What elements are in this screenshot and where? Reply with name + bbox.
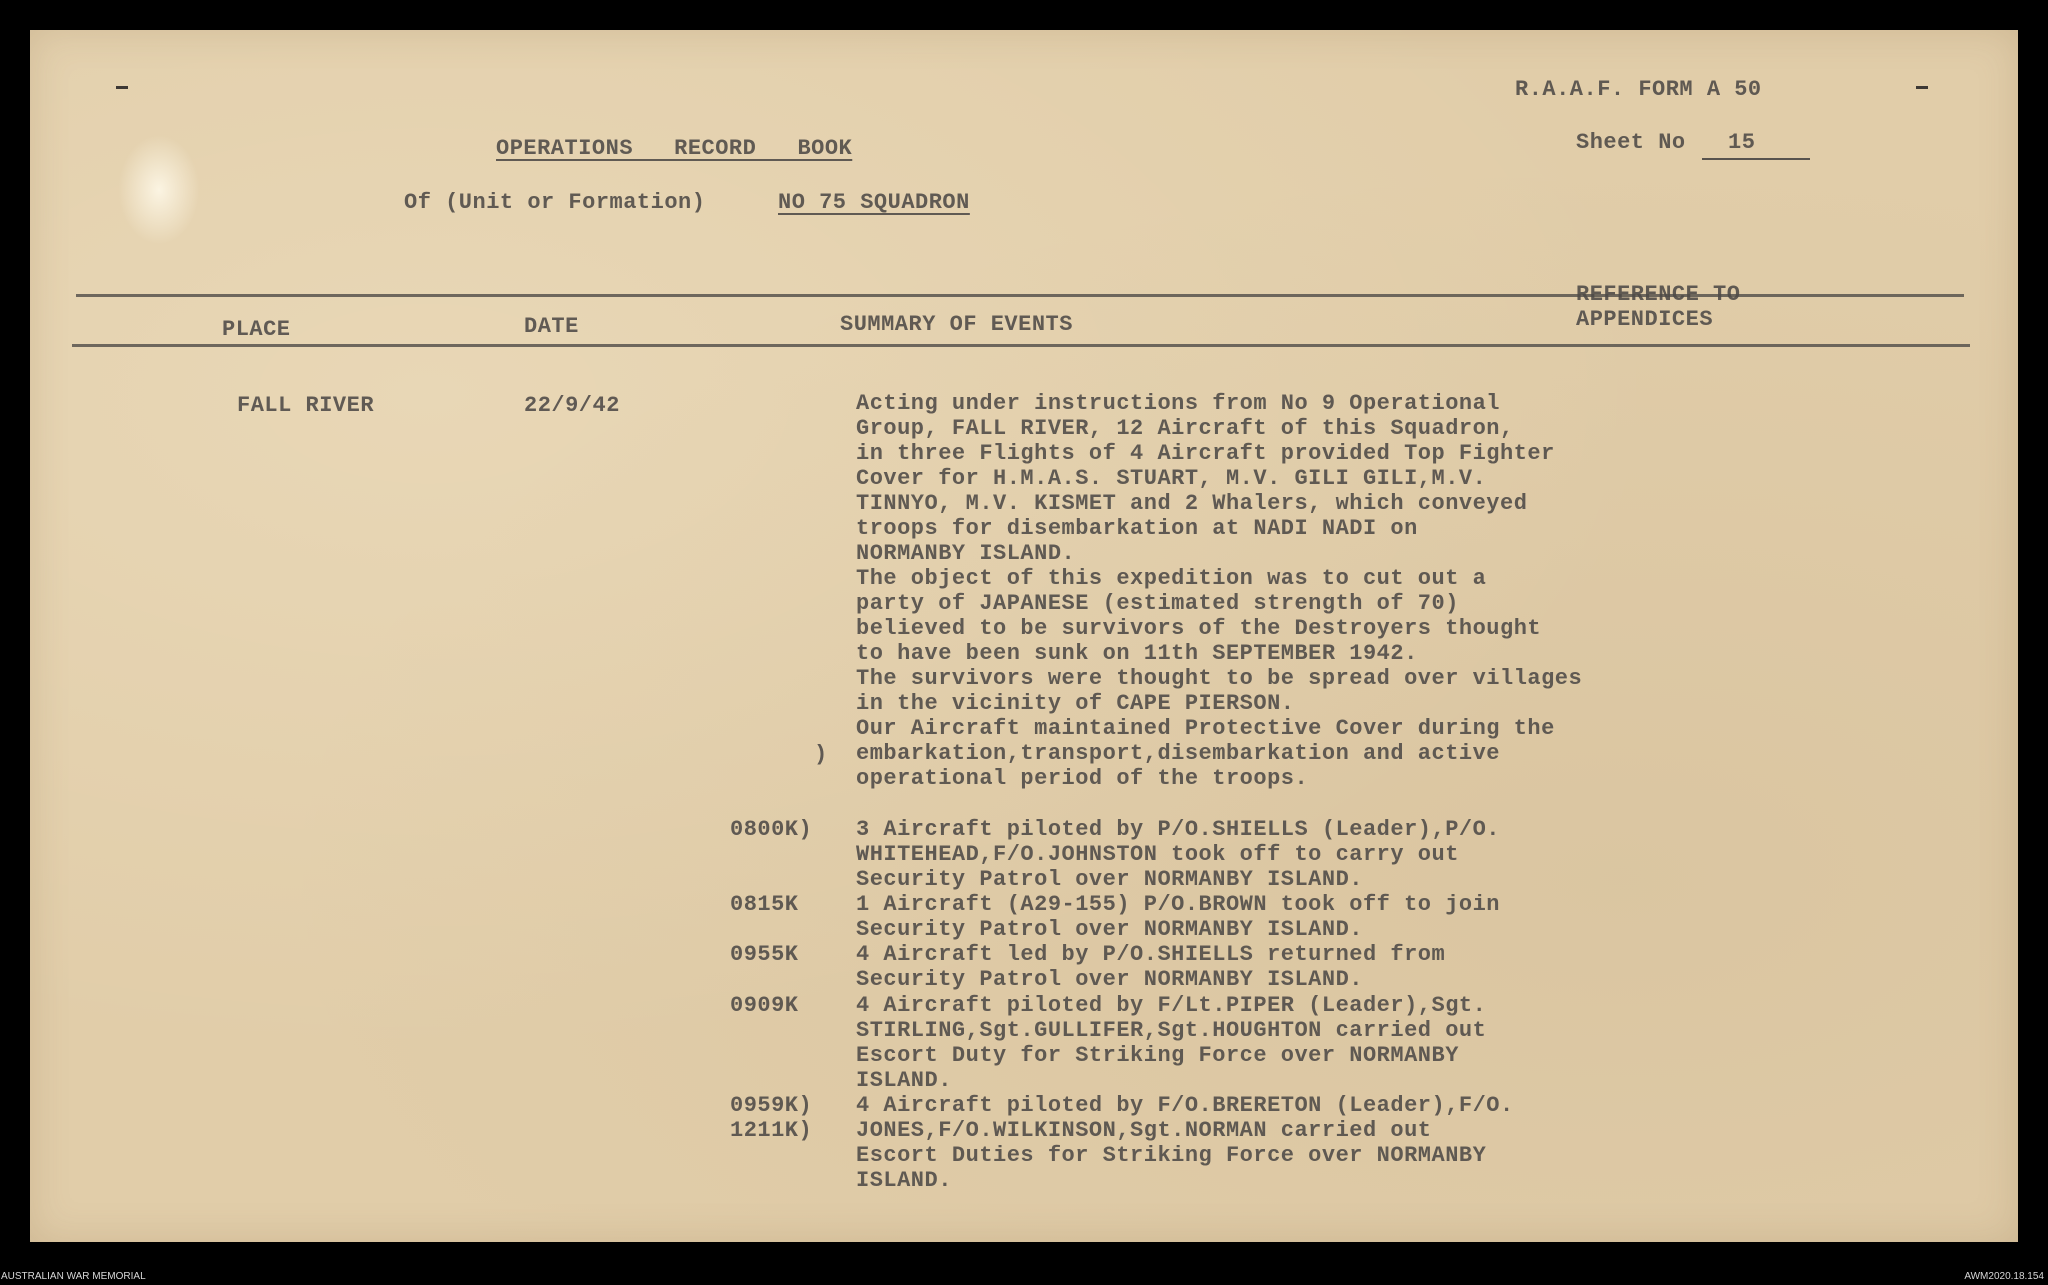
- summary-bracket: ): [814, 742, 828, 767]
- summary-line: operational period of the troops.: [856, 766, 1309, 791]
- table-header-rule: [72, 344, 1970, 347]
- event-line: Escort Duty for Striking Force over NORMANBY: [856, 1043, 1459, 1068]
- event-line: Security Patrol over NORMANBY ISLAND.: [856, 867, 1363, 892]
- event-line: 4 Aircraft piloted by F/Lt.PIPER (Leader),Sgt.: [856, 993, 1487, 1018]
- event-line: Security Patrol over NORMANBY ISLAND.: [856, 917, 1363, 942]
- sheet-label: Sheet No: [1576, 130, 1686, 155]
- summary-line: in three Flights of 4 Aircraft provided Top Fighter: [856, 441, 1555, 466]
- column-header-date: DATE: [524, 314, 579, 339]
- event-line: 3 Aircraft piloted by P/O.SHIELLS (Leader),P/O.: [856, 817, 1501, 842]
- summary-line: Cover for H.M.A.S. STUART, M.V. GILI GILI,M.V.: [856, 466, 1487, 491]
- event-line: Security Patrol over NORMANBY ISLAND.: [856, 967, 1363, 992]
- column-header-reference-line2: APPENDICES: [1576, 307, 1714, 332]
- punch-mark-left: [116, 86, 128, 89]
- event-line: Escort Duties for Striking Force over NORMANBY: [856, 1143, 1487, 1168]
- summary-line: The object of this expedition was to cut out a: [856, 566, 1487, 591]
- summary-line: NORMANBY ISLAND.: [856, 541, 1076, 566]
- form-id: R.A.A.F. FORM A 50: [1515, 77, 1762, 102]
- event-line: WHITEHEAD,F/O.JOHNSTON took off to carry out: [856, 842, 1459, 867]
- footer-institution: AUSTRALIAN WAR MEMORIAL: [1, 1271, 146, 1282]
- document-page: [30, 30, 2018, 1242]
- unit-label: Of (Unit or Formation): [404, 190, 706, 215]
- event-line: ISLAND.: [856, 1168, 952, 1193]
- summary-line: believed to be survivors of the Destroyers thought: [856, 616, 1542, 641]
- event-time-end: 1211K): [730, 1118, 813, 1143]
- summary-line: TINNYO, M.V. KISMET and 2 Whalers, which conveyed: [856, 491, 1528, 516]
- book-title: OPERATIONS RECORD BOOK: [496, 136, 853, 161]
- event-time: 0909K: [730, 993, 799, 1018]
- paper-crease: [118, 135, 200, 245]
- event-line: 1 Aircraft (A29-155) P/O.BROWN took off to join: [856, 892, 1501, 917]
- footer-reference: AWM2020.18.154: [1964, 1271, 2044, 1282]
- event-time: 0800K): [730, 817, 813, 842]
- sheet-number: 15: [1728, 130, 1756, 155]
- event-line: JONES,F/O.WILKINSON,Sgt.NORMAN carried out: [856, 1118, 1432, 1143]
- summary-line: Acting under instructions from No 9 Operational: [856, 391, 1501, 416]
- punch-mark-right: [1916, 86, 1928, 89]
- column-header-reference-line1: REFERENCE TO: [1576, 282, 1741, 307]
- summary-line: embarkation,transport,disembarkation and active: [856, 741, 1501, 766]
- summary-line: Our Aircraft maintained Protective Cover during the: [856, 716, 1555, 741]
- summary-line: troops for disembarkation at NADI NADI on: [856, 516, 1418, 541]
- unit-name: NO 75 SQUADRON: [778, 190, 970, 215]
- event-time: 0815K: [730, 892, 799, 917]
- sheet-number-line: [1702, 158, 1810, 160]
- summary-line: to have been sunk on 11th SEPTEMBER 1942.: [856, 641, 1418, 666]
- event-line: 4 Aircraft led by P/O.SHIELLS returned from: [856, 942, 1446, 967]
- event-line: 4 Aircraft piloted by F/O.BRERETON (Leader),F/O.: [856, 1093, 1514, 1118]
- summary-line: party of JAPANESE (estimated strength of 70): [856, 591, 1459, 616]
- summary-line: Group, FALL RIVER, 12 Aircraft of this Squadron,: [856, 416, 1514, 441]
- event-line: STIRLING,Sgt.GULLIFER,Sgt.HOUGHTON carried out: [856, 1018, 1487, 1043]
- summary-line: The survivors were thought to be spread over villages: [856, 666, 1583, 691]
- event-line: ISLAND.: [856, 1068, 952, 1093]
- entry-place: FALL RIVER: [237, 393, 375, 418]
- summary-line: in the vicinity of CAPE PIERSON.: [856, 691, 1295, 716]
- entry-date: 22/9/42: [524, 393, 620, 418]
- event-time: 0955K: [730, 942, 799, 967]
- column-header-place: PLACE: [222, 317, 291, 342]
- event-time: 0959K): [730, 1093, 813, 1118]
- column-header-summary: SUMMARY OF EVENTS: [840, 312, 1073, 337]
